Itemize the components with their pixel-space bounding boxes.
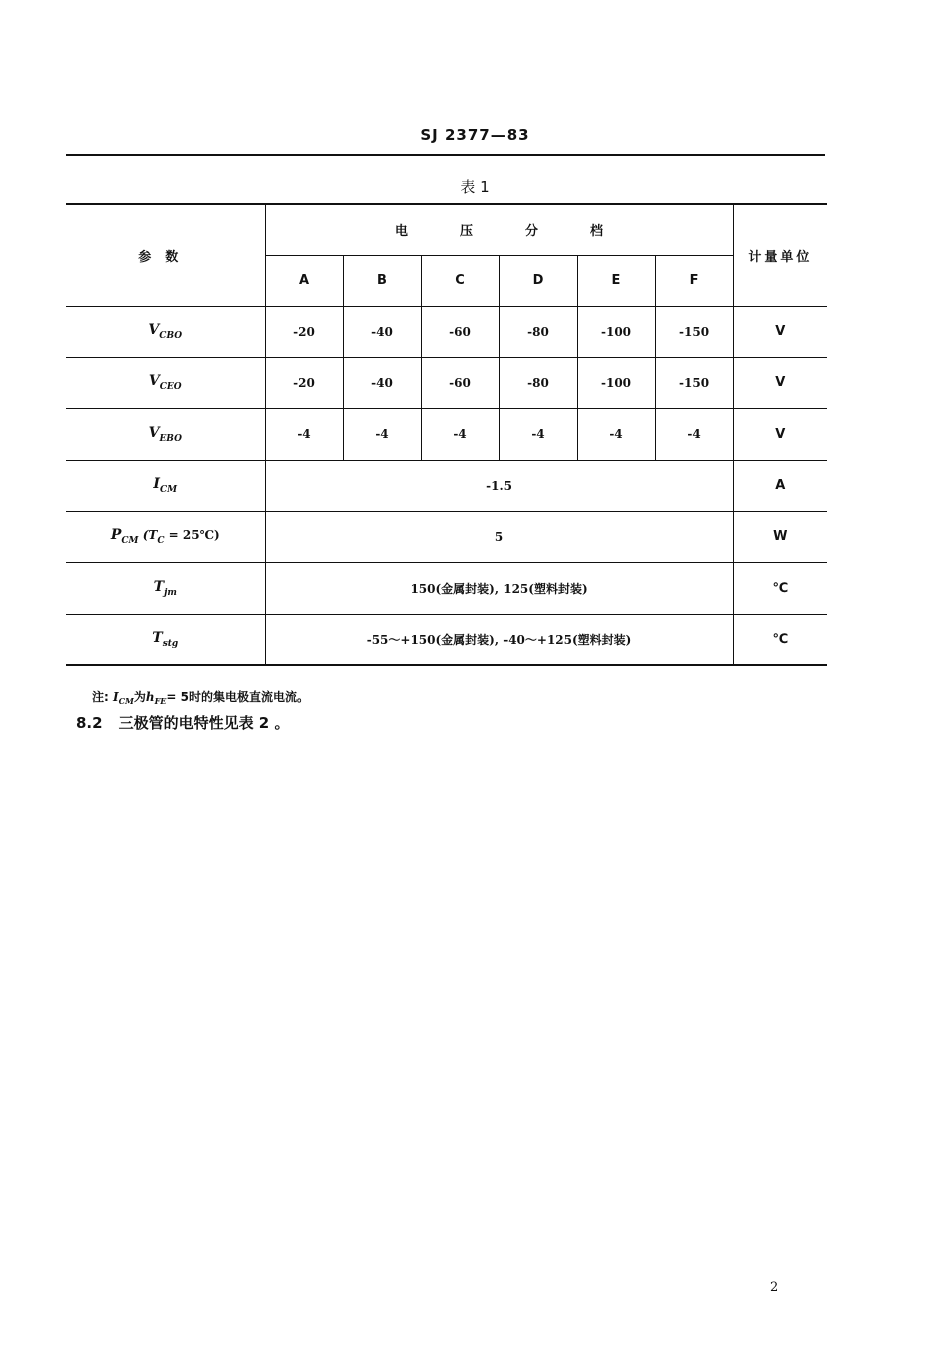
table-cell: -150: [655, 357, 733, 408]
table-cell: -40: [343, 306, 421, 357]
table-note: 注: $I_{CM}$为$h_{FE}= 5$时的集电极直流电流。: [92, 690, 309, 707]
param-tjm: $T_{jm}$: [66, 562, 265, 614]
table-cell: -20: [265, 357, 343, 408]
section-text: 三极管的电特性见表 2 。: [118, 714, 290, 732]
table-caption: 表 1: [460, 178, 490, 196]
page-number: 2: [770, 1280, 779, 1295]
table-cell: -55～+150(金属封装), -40～+125(塑料封装): [265, 614, 733, 665]
table-cell: -100: [577, 357, 655, 408]
table-cell: -150: [655, 306, 733, 357]
grade-f: F: [655, 255, 733, 306]
voltage-grade-header: 电压分档: [265, 204, 733, 255]
document-header: SJ 2377—83: [420, 126, 530, 144]
table-cell: -4: [265, 408, 343, 460]
unit-header: 计量单位: [733, 204, 827, 306]
unit-cell: V: [733, 408, 827, 460]
param-vebo: $V_{EBO}$: [66, 408, 265, 460]
param-header: 参数: [66, 204, 265, 306]
grade-c: C: [421, 255, 499, 306]
table-cell: -20: [265, 306, 343, 357]
section-8-2: [76, 712, 289, 733]
table-cell: -100: [577, 306, 655, 357]
table-cell: -4: [421, 408, 499, 460]
table-cell: 5: [265, 511, 733, 562]
parameter-table: [66, 203, 827, 666]
table-cell: -60: [421, 357, 499, 408]
header-rule: [66, 154, 825, 156]
table-row-tstg: [66, 614, 827, 665]
table-cell: -4: [343, 408, 421, 460]
table-row-tjm: [66, 562, 827, 614]
param-tstg: $T_{stg}$: [66, 614, 265, 665]
table-cell: -4: [577, 408, 655, 460]
table-row-vcbo: [66, 306, 827, 357]
table-row-vceo: [66, 357, 827, 408]
section-number: 8.2: [76, 714, 103, 732]
table-cell: -80: [499, 357, 577, 408]
unit-cell: ℃: [733, 562, 827, 614]
table-cell: -1.5: [265, 460, 733, 511]
table-cell: 150(金属封装), 125(塑料封装): [265, 562, 733, 614]
grade-e: E: [577, 255, 655, 306]
unit-cell: ℃: [733, 614, 827, 665]
param-vcbo: $V_{CBO}$: [66, 306, 265, 357]
table-cell: -80: [499, 306, 577, 357]
table-cell: -4: [499, 408, 577, 460]
param-vceo: $V_{CEO}$: [66, 357, 265, 408]
grade-b: B: [343, 255, 421, 306]
unit-cell: V: [733, 357, 827, 408]
table-cell: -60: [421, 306, 499, 357]
grade-d: D: [499, 255, 577, 306]
grade-a: A: [265, 255, 343, 306]
unit-cell: A: [733, 460, 827, 511]
unit-cell: V: [733, 306, 827, 357]
param-pcm: $P_{CM}$ ($T_C$ = 25℃): [66, 511, 265, 562]
table-row-vebo: [66, 408, 827, 460]
table-row-pcm: [66, 511, 827, 562]
table-row-icm: [66, 460, 827, 511]
unit-cell: W: [733, 511, 827, 562]
table-cell: -40: [343, 357, 421, 408]
table-cell: -4: [655, 408, 733, 460]
param-icm: $I_{CM}$: [66, 460, 265, 511]
